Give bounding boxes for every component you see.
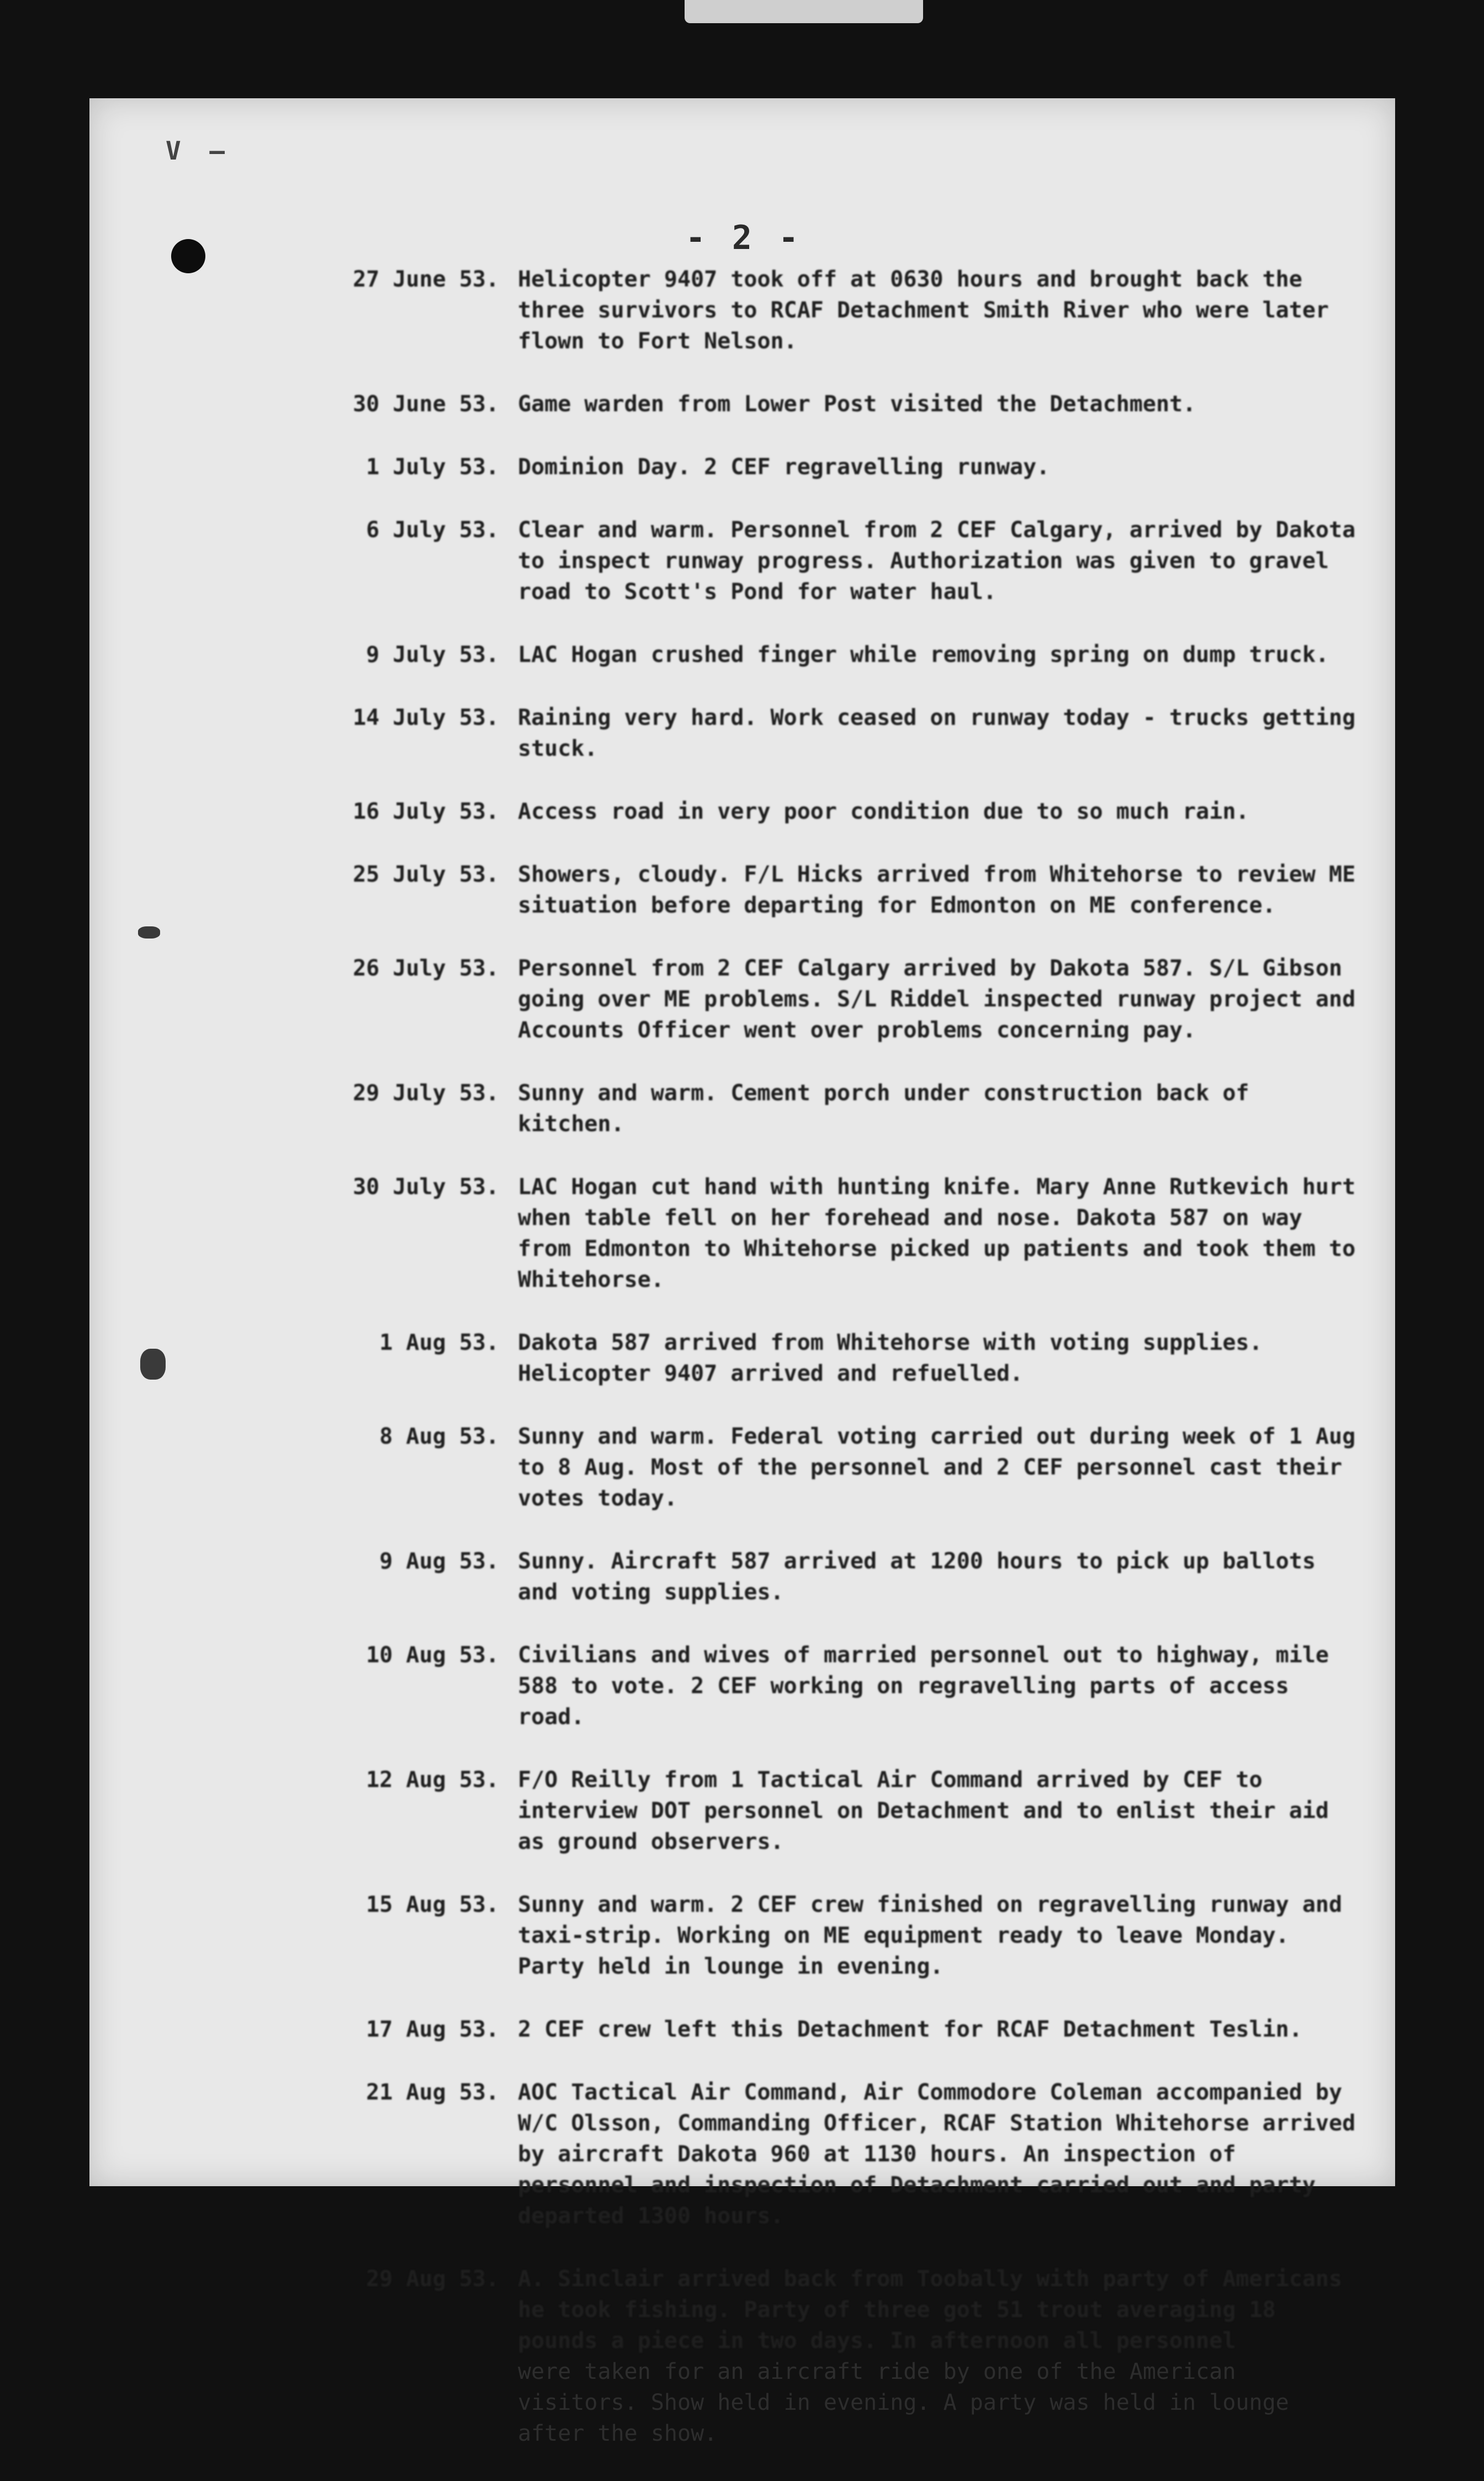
diary-entry bbox=[89, 264, 1395, 357]
entry-text: Showers, cloudy. F/L Hicks arrived from Whitehorse to review ME situation before departing for Edmonton on ME conference. bbox=[518, 862, 1356, 918]
entry-date: 25 July 53. bbox=[353, 862, 499, 887]
diary-entries bbox=[89, 264, 1395, 2481]
entry-date: 16 July 53. bbox=[353, 799, 499, 824]
entry-date: 29 July 53. bbox=[353, 1080, 499, 1106]
entry-text: Game warden from Lower Post visited the Detachment. bbox=[518, 391, 1196, 417]
diary-entry bbox=[89, 2077, 1395, 2231]
diary-entry bbox=[89, 2014, 1395, 2045]
entry-date: 29 Aug 53. bbox=[366, 2266, 499, 2292]
document-page bbox=[89, 98, 1395, 2446]
top-tab bbox=[685, 0, 923, 23]
entry-date: 9 Aug 53. bbox=[379, 1549, 499, 1574]
entry-date: 8 Aug 53. bbox=[379, 1424, 499, 1449]
entry-text: Sunny. Aircraft 587 arrived at 1200 hours to pick up ballots and voting supplies. bbox=[518, 1549, 1316, 1605]
diary-entry bbox=[89, 1171, 1395, 1295]
diary-entry bbox=[89, 389, 1395, 420]
entry-text: Dominion Day. 2 CEF regravelling runway. bbox=[518, 454, 1050, 480]
diary-entry bbox=[89, 452, 1395, 483]
diary-entry bbox=[89, 796, 1395, 827]
entry-text: Raining very hard. Work ceased on runway today - trucks getting stuck. bbox=[518, 705, 1356, 761]
entry-text: Sunny and warm. Cement porch under construction back of kitchen. bbox=[518, 1080, 1249, 1137]
entry-date: 14 July 53. bbox=[353, 705, 499, 730]
entry-text: AOC Tactical Air Command, Air Commodore Coleman accompanied by W/C Olsson, Commanding Officer, RCAF Station Whitehorse arrived by aircraft Dakota 960 at 1130 hours. An inspection of personnel and inspection of Detachment carried out and party departed 1300 hours. bbox=[518, 2080, 1356, 2229]
entry-date: 6 July 53. bbox=[366, 517, 499, 543]
entry-date: 1 July 53. bbox=[366, 454, 499, 480]
page-number: - 2 - bbox=[685, 219, 802, 257]
entry-text: Clear and warm. Personnel from 2 CEF Calgary, arrived by Dakota to inspect runway progress. Authorization was given to gravel road to Scott's Pond for water haul. bbox=[518, 517, 1356, 605]
entry-date: 9 July 53. bbox=[366, 642, 499, 667]
diary-entry bbox=[89, 953, 1395, 1046]
entry-text: Civilians and wives of married personnel out to highway, mile 588 to vote. 2 CEF working on regravelling parts of access road. bbox=[518, 1642, 1329, 1730]
diary-entry bbox=[89, 1640, 1395, 1732]
entry-text: Dakota 587 arrived from Whitehorse with voting supplies. Helicopter 9407 arrived and refuelled. bbox=[518, 1330, 1263, 1386]
entry-text: F/O Reilly from 1 Tactical Air Command arrived by CEF to interview DOT personnel on Detachment and to enlist their aid as ground observers. bbox=[518, 1767, 1329, 1854]
diary-entry-continuation bbox=[89, 2356, 1395, 2449]
diary-entry bbox=[89, 2263, 1395, 2356]
diary-entry bbox=[89, 1327, 1395, 1389]
entry-text: 2 CEF crew left this Detachment for RCAF Detachment Teslin. bbox=[518, 2017, 1302, 2042]
entry-date: 10 Aug 53. bbox=[366, 1642, 499, 1668]
entry-text: LAC Hogan cut hand with hunting knife. Mary Anne Rutkevich hurt when table fell on her forehead and nose. Dakota 587 on way from Edmonton to Whitehorse picked up patients and took them to Whitehorse. bbox=[518, 1174, 1356, 1292]
entry-date: 15 Aug 53. bbox=[366, 1892, 499, 1917]
entry-text: Personnel from 2 CEF Calgary arrived by Dakota 587. S/L Gibson going over ME problems. S/L Riddel inspected runway project and Accounts Officer went over problems concerning pay. bbox=[518, 956, 1356, 1043]
entry-date: 12 Aug 53. bbox=[366, 1767, 499, 1793]
entry-text: Access road in very poor condition due to so much rain. bbox=[518, 799, 1249, 824]
entry-text: LAC Hogan crushed finger while removing spring on dump truck. bbox=[518, 642, 1329, 667]
entry-text: A. Sinclair arrived back from Toobally with party of Americans he took fishing. Party of three got 51 trout averaging 18 pounds a piece in two days. In afternoon all personnel bbox=[518, 2266, 1343, 2353]
diary-entry bbox=[89, 1421, 1395, 1514]
diary-entry bbox=[89, 702, 1395, 764]
entry-date: 26 July 53. bbox=[353, 956, 499, 981]
entry-date: 17 Aug 53. bbox=[366, 2017, 499, 2042]
entry-text: Sunny and warm. Federal voting carried out during week of 1 Aug to 8 Aug. Most of the personnel and 2 CEF personnel cast their votes today. bbox=[518, 1424, 1356, 1511]
entry-date: 30 July 53. bbox=[353, 1174, 499, 1200]
diary-entry bbox=[89, 1764, 1395, 1857]
diary-entry bbox=[89, 859, 1395, 921]
diary-entry bbox=[89, 1078, 1395, 1139]
diary-entry bbox=[89, 1889, 1395, 1982]
corner-mark: V — bbox=[166, 136, 232, 166]
entry-continuation-text: were taken for an aircraft ride by one of the American visitors. Show held in evening. A party was held in lounge after the show. bbox=[518, 2359, 1289, 2446]
entry-text: Sunny and warm. 2 CEF crew finished on regravelling runway and taxi-strip. Working on ME equipment ready to leave Monday. Party held in lounge in evening. bbox=[518, 1892, 1343, 1979]
entry-date: 21 Aug 53. bbox=[366, 2080, 499, 2105]
diary-entry bbox=[89, 639, 1395, 670]
diary-entry bbox=[89, 515, 1395, 607]
diary-entry bbox=[89, 1546, 1395, 1608]
entry-date: 27 June 53. bbox=[353, 267, 499, 292]
entry-date: 1 Aug 53. bbox=[379, 1330, 499, 1355]
entry-date: 30 June 53. bbox=[353, 391, 499, 417]
entry-text: Helicopter 9407 took off at 0630 hours and brought back the three survivors to RCAF Detachment Smith River who were later flown to Fort Nelson. bbox=[518, 267, 1329, 354]
